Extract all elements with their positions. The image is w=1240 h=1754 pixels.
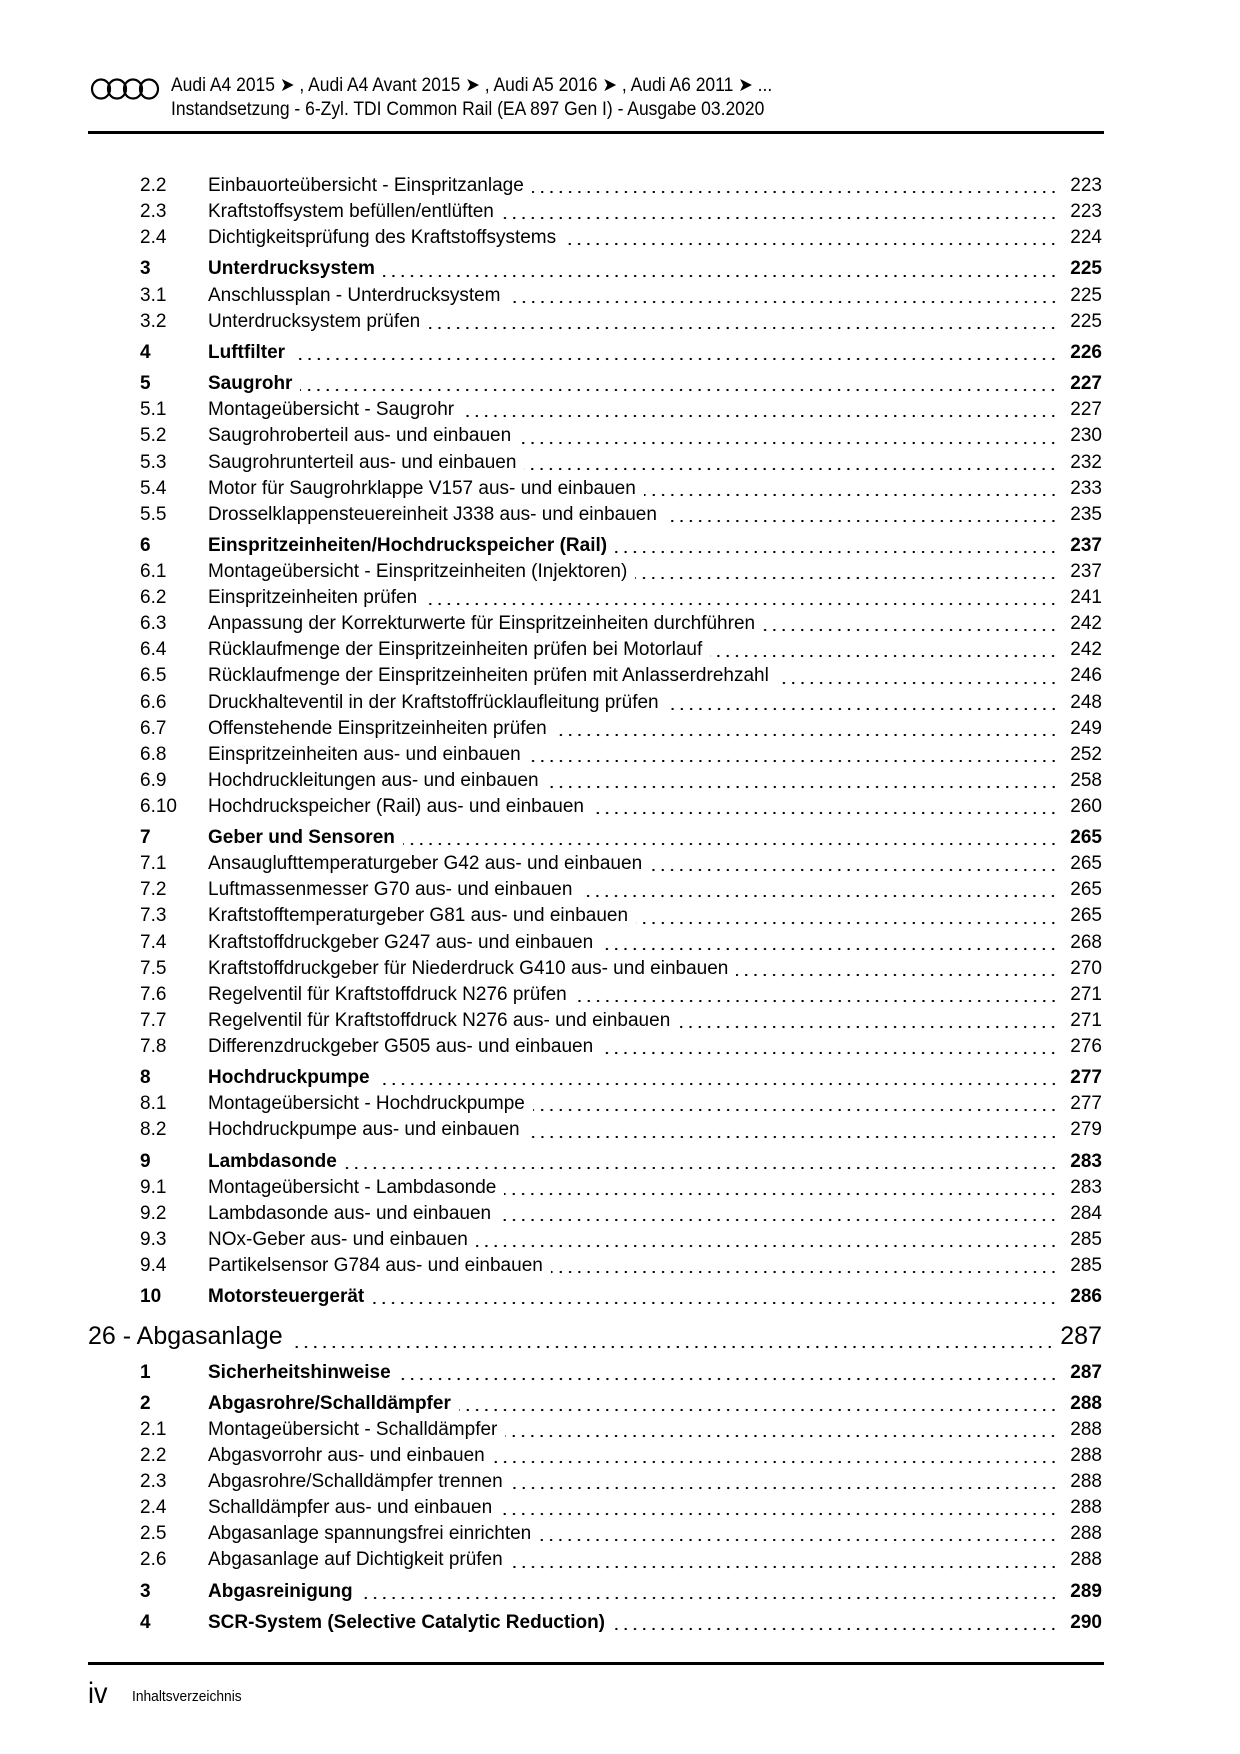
toc-num: 7.2 — [140, 879, 167, 901]
toc-title: Motor für Saugrohrklappe V157 aus- und einbauen — [208, 477, 636, 499]
toc-entry[interactable] — [88, 744, 1102, 770]
toc-entry[interactable] — [88, 1322, 1102, 1356]
toc-entry[interactable] — [88, 452, 1102, 478]
toc-title: Partikelsensor G784 aus- und einbauen — [208, 1255, 543, 1277]
toc-num: 9.4 — [140, 1255, 167, 1277]
toc-title: Rücklaufmenge der Einspritzeinheiten prüfen mit Anlasserdrehzahl — [208, 665, 769, 687]
toc-entry[interactable] — [88, 478, 1102, 504]
toc-page: 286 — [1070, 1286, 1102, 1308]
toc-num: 9 — [140, 1150, 151, 1172]
toc-entry[interactable] — [88, 1255, 1102, 1281]
dot-leader — [551, 1270, 1058, 1274]
toc-title: Schalldämpfer aus- und einbauen — [208, 1497, 493, 1519]
toc-entry[interactable] — [88, 1523, 1102, 1549]
toc-title: Kraftstofftemperaturgeber G81 aus- und einbauen — [208, 905, 629, 927]
toc-entry[interactable] — [88, 175, 1102, 201]
toc-num: 8.2 — [140, 1119, 167, 1141]
dot-leader — [564, 242, 1058, 246]
toc-page: 268 — [1070, 931, 1102, 953]
toc-num: 4 — [140, 341, 151, 363]
toc-page: 289 — [1070, 1580, 1102, 1602]
toc-num: 6.6 — [140, 691, 167, 713]
dot-leader — [403, 842, 1058, 846]
toc-num: 6.4 — [140, 639, 167, 661]
toc-num: 3 — [140, 1580, 151, 1602]
toc-num: 2.2 — [140, 175, 167, 196]
toc-entry[interactable] — [88, 1093, 1102, 1119]
four-rings-logo — [90, 78, 162, 100]
toc-num: 5.2 — [140, 425, 167, 447]
dot-leader — [511, 1565, 1058, 1569]
toc-title: Abgasanlage auf Dichtigkeit prüfen — [208, 1549, 503, 1571]
toc-num: 6.5 — [140, 665, 167, 687]
toc-page: 249 — [1070, 717, 1102, 739]
toc-title: Luftmassenmesser G70 aus- und einbauen — [208, 879, 573, 901]
toc-entry[interactable] — [88, 796, 1102, 822]
toc-page: 258 — [1070, 769, 1102, 791]
dot-leader — [636, 921, 1058, 925]
toc-title: Dichtigkeitsprüfung des Kraftstoffsystems — [208, 227, 557, 249]
dot-leader — [667, 707, 1058, 711]
toc-page: 277 — [1070, 1093, 1102, 1115]
toc-title: Druckhalteventil in der Kraftstoffrücklaufleitung prüfen — [208, 691, 659, 713]
dot-leader — [580, 894, 1058, 898]
toc-entry[interactable] — [88, 1010, 1102, 1036]
toc-title: Sicherheitshinweise — [208, 1361, 391, 1383]
dot-leader — [601, 947, 1058, 951]
toc-entry[interactable] — [88, 1362, 1102, 1388]
toc-page: 271 — [1070, 1009, 1102, 1031]
toc-entry[interactable] — [88, 1393, 1102, 1419]
toc-entry[interactable] — [88, 718, 1102, 744]
toc-title: Hochdruckleitungen aus- und einbauen — [208, 769, 539, 791]
toc-num: 2.6 — [140, 1549, 167, 1571]
toc-num: 1 — [140, 1361, 151, 1383]
toc-num: 2.2 — [140, 1445, 167, 1467]
toc-entry[interactable] — [88, 1203, 1102, 1229]
toc-title: Einspritzeinheiten aus- und einbauen — [208, 743, 521, 765]
toc-page: 223 — [1070, 175, 1102, 196]
dot-leader — [524, 467, 1058, 471]
dot-leader — [678, 1025, 1058, 1029]
toc-title: Kraftstoffdruckgeber G247 aus- und einbauen — [208, 931, 594, 953]
toc-num: 5.4 — [140, 477, 167, 499]
toc-num: 6.9 — [140, 769, 167, 791]
toc-page: 287 — [1070, 1361, 1102, 1383]
toc-page: 225 — [1070, 310, 1102, 332]
toc-title: Motorsteuergerät — [208, 1286, 365, 1308]
toc-entry[interactable] — [88, 535, 1102, 561]
footer-rule — [88, 1662, 1104, 1665]
toc-num: 6.8 — [140, 743, 167, 765]
toc-page: 288 — [1070, 1445, 1102, 1467]
toc-entry[interactable] — [88, 561, 1102, 587]
toc-page: 230 — [1070, 425, 1102, 447]
toc-title: Rücklaufmenge der Einspritzeinheiten prüfen bei Motorlauf — [208, 639, 703, 661]
toc-num: 5.1 — [140, 399, 167, 421]
toc-entry[interactable] — [88, 399, 1102, 425]
dot-leader — [547, 785, 1058, 789]
dot-leader — [504, 1192, 1058, 1196]
toc-page: 260 — [1070, 795, 1102, 817]
toc-title: Einspritzeinheiten/Hochdruckspeicher (Rail) — [208, 534, 608, 556]
toc-num: 7.3 — [140, 905, 167, 927]
toc-title: Abgasvorrohr aus- und einbauen — [208, 1445, 485, 1467]
toc-title: Kraftstoffsystem befüllen/entlüften — [208, 201, 494, 223]
dot-leader — [383, 274, 1058, 278]
dot-leader — [519, 441, 1058, 445]
toc-title: Ansauglufttemperaturgeber G42 aus- und einbauen — [208, 853, 643, 875]
toc-entry[interactable] — [88, 958, 1102, 984]
toc-page: 288 — [1070, 1497, 1102, 1519]
toc-entry[interactable] — [88, 770, 1102, 796]
toc-entry[interactable] — [88, 827, 1102, 853]
toc-page: 283 — [1070, 1176, 1102, 1198]
toc-num: 7.5 — [140, 957, 167, 979]
dot-leader — [592, 811, 1058, 815]
toc-num: 6 — [140, 534, 151, 556]
toc-page: 288 — [1070, 1419, 1102, 1440]
dot-leader — [511, 1486, 1058, 1490]
toc-page: 288 — [1070, 1549, 1102, 1571]
toc-page: 225 — [1070, 258, 1102, 280]
dot-leader — [502, 216, 1058, 220]
toc-num: 5 — [140, 373, 151, 395]
toc-entry[interactable] — [88, 984, 1102, 1010]
toc-title: SCR-System (Selective Catalytic Reduction) — [208, 1612, 606, 1634]
toc-entry[interactable] — [88, 905, 1102, 931]
toc-title: Anschlussplan - Unterdrucksystem — [208, 284, 501, 306]
toc-page: 242 — [1070, 639, 1102, 661]
toc-title: Hochdruckpumpe — [208, 1067, 370, 1089]
toc-title: Hochdruckspeicher (Rail) aus- und einbauen — [208, 795, 584, 817]
page-number: iv — [88, 1677, 108, 1710]
toc-num: 6.1 — [140, 561, 167, 583]
header-models: Audi A4 2015 ➤ , Audi A4 Avant 2015 ➤ , Audi A5 2016 ➤ , Audi A6 2011 ➤ ... — [171, 75, 773, 96]
dot-leader — [650, 868, 1058, 872]
dot-leader — [462, 414, 1058, 418]
toc-num: 8.1 — [140, 1093, 167, 1115]
toc-num: 7.7 — [140, 1009, 167, 1031]
dot-leader — [539, 1538, 1058, 1542]
toc-title: Einbauorteübersicht - Einspritzanlage — [208, 175, 524, 196]
toc-num: 2.4 — [140, 1497, 167, 1519]
toc-title: Saugrohr — [208, 373, 293, 395]
toc-entry[interactable] — [88, 1549, 1102, 1575]
toc-entry[interactable] — [88, 1067, 1102, 1093]
toc-page: 279 — [1070, 1119, 1102, 1141]
toc-page: 227 — [1070, 373, 1102, 395]
toc-page: 276 — [1070, 1035, 1102, 1057]
dot-leader — [736, 973, 1058, 977]
toc-page: 223 — [1070, 201, 1102, 223]
toc-title: Montageübersicht - Einspritzeinheiten (Injektoren) — [208, 561, 628, 583]
toc-num: 9.3 — [140, 1228, 167, 1250]
toc-title: Anpassung der Korrekturwerte für Einspritzeinheiten durchführen — [208, 613, 756, 635]
toc-page: 232 — [1070, 451, 1102, 473]
dot-leader — [710, 654, 1058, 658]
toc-title: Montageübersicht - Saugrohr — [208, 399, 455, 421]
toc-page: 227 — [1070, 399, 1102, 421]
toc-title: Abgasrohre/Schalldämpfer — [208, 1392, 451, 1414]
dot-leader — [575, 999, 1058, 1003]
toc-num: 7.6 — [140, 983, 167, 1005]
toc-num: 8 — [140, 1067, 151, 1089]
toc-title: Luftfilter — [208, 341, 286, 363]
toc-num: 7 — [140, 827, 151, 849]
toc-entry[interactable] — [88, 1119, 1102, 1145]
toc-page: 233 — [1070, 477, 1102, 499]
toc-entry[interactable] — [88, 1612, 1102, 1638]
dot-leader — [601, 1051, 1058, 1055]
dot-leader — [476, 1244, 1058, 1248]
toc-page: 246 — [1070, 665, 1102, 687]
toc-num: 7.1 — [140, 853, 167, 875]
dot-leader — [372, 1301, 1058, 1305]
toc-page: 284 — [1070, 1202, 1102, 1224]
dot-leader — [505, 1434, 1058, 1438]
toc-entry[interactable] — [88, 1445, 1102, 1471]
dot-leader — [345, 1166, 1058, 1170]
toc-title: Offenstehende Einspritzeinheiten prüfen — [208, 717, 547, 739]
toc-page: 287 — [1060, 1322, 1102, 1351]
toc-page: 271 — [1070, 983, 1102, 1005]
toc-entry[interactable] — [88, 665, 1102, 691]
dot-leader — [529, 759, 1058, 763]
toc-entry[interactable] — [88, 504, 1102, 530]
dot-leader — [635, 576, 1058, 580]
toc-page: 265 — [1070, 879, 1102, 901]
toc-title: Montageübersicht - Hochdruckpumpe — [208, 1093, 525, 1115]
toc-title: Montageübersicht - Schalldämpfer — [208, 1419, 498, 1440]
toc-title: Abgasrohre/Schalldämpfer trennen — [208, 1471, 503, 1493]
toc-title: Lambdasonde — [208, 1150, 337, 1172]
toc-title: Unterdrucksystem — [208, 258, 375, 280]
toc-title: Differenzdruckgeber G505 aus- und einbauen — [208, 1035, 594, 1057]
toc-page: 290 — [1070, 1612, 1102, 1634]
toc-page: 265 — [1070, 853, 1102, 875]
toc-entry[interactable] — [88, 201, 1102, 227]
toc-page: 285 — [1070, 1255, 1102, 1277]
toc-title: Regelventil für Kraftstoffdruck N276 aus- und einbauen — [208, 1009, 671, 1031]
toc-entry[interactable] — [88, 1286, 1102, 1312]
toc-page: 252 — [1070, 743, 1102, 765]
dot-leader — [493, 1460, 1058, 1464]
toc-entry[interactable] — [88, 1177, 1102, 1203]
dot-leader — [665, 519, 1058, 523]
toc-title: Abgasreinigung — [208, 1580, 353, 1602]
toc-entry[interactable] — [88, 1471, 1102, 1497]
toc-title: NOx-Geber aus- und einbauen — [208, 1228, 468, 1250]
toc-num: 2.5 — [140, 1523, 167, 1545]
toc-page: 285 — [1070, 1228, 1102, 1250]
toc-entry[interactable] — [88, 1036, 1102, 1062]
toc-num: 2.4 — [140, 227, 167, 249]
toc-num: 3 — [140, 258, 151, 280]
toc-entry[interactable] — [88, 587, 1102, 613]
dot-leader — [459, 1408, 1058, 1412]
toc-title: Regelventil für Kraftstoffdruck N276 prüfen — [208, 983, 567, 1005]
toc-num: 2 — [140, 1392, 151, 1414]
dot-leader — [613, 1627, 1058, 1631]
toc-entry[interactable] — [88, 613, 1102, 639]
dot-leader — [361, 1596, 1058, 1600]
toc-page: 225 — [1070, 284, 1102, 306]
toc-entry[interactable] — [88, 639, 1102, 665]
toc-title: Geber und Sensoren — [208, 827, 395, 849]
toc-num: 4 — [140, 1612, 151, 1634]
toc-num: 5.3 — [140, 451, 167, 473]
toc-entry[interactable] — [88, 932, 1102, 958]
header-subtitle: Instandsetzung - 6-Zyl. TDI Common Rail (EA 897 Gen I) - Ausgabe 03.2020 — [171, 99, 765, 120]
toc-title: 26 - Abgasanlage — [88, 1322, 283, 1351]
dot-leader — [500, 1512, 1058, 1516]
dot-leader — [777, 681, 1058, 685]
toc-page: 270 — [1070, 957, 1102, 979]
toc-entry[interactable] — [88, 285, 1102, 311]
toc-num: 6.7 — [140, 717, 167, 739]
toc-entry[interactable] — [88, 373, 1102, 399]
table-of-contents — [88, 175, 1102, 1638]
toc-title: Abgasanlage spannungsfrei einrichten — [208, 1523, 532, 1545]
dot-leader — [378, 1082, 1058, 1086]
dot-leader — [615, 550, 1058, 554]
toc-page: 265 — [1070, 905, 1102, 927]
toc-entry[interactable] — [88, 425, 1102, 451]
toc-num: 7.4 — [140, 931, 167, 953]
dot-leader — [300, 388, 1058, 392]
toc-num: 2.3 — [140, 201, 167, 223]
header-rule — [88, 131, 1104, 134]
dot-leader — [428, 326, 1058, 330]
toc-num: 7.8 — [140, 1035, 167, 1057]
dot-leader — [399, 1377, 1058, 1381]
toc-entry[interactable] — [88, 853, 1102, 879]
dot-leader — [644, 493, 1058, 497]
dot-leader — [555, 733, 1058, 737]
toc-entry[interactable] — [88, 692, 1102, 718]
toc-title: Lambdasonde aus- und einbauen — [208, 1202, 492, 1224]
toc-entry[interactable] — [88, 1497, 1102, 1523]
toc-page: 288 — [1070, 1471, 1102, 1493]
toc-entry[interactable] — [88, 227, 1102, 253]
toc-num: 6.2 — [140, 587, 167, 609]
dot-leader — [532, 190, 1058, 194]
toc-page: 226 — [1070, 341, 1102, 363]
toc-entry[interactable] — [88, 258, 1102, 284]
dot-leader — [425, 602, 1058, 606]
toc-page: 265 — [1070, 827, 1102, 849]
toc-title: Drosselklappensteuereinheit J338 aus- und einbauen — [208, 503, 657, 525]
toc-num: 5.5 — [140, 503, 167, 525]
toc-num: 9.2 — [140, 1202, 167, 1224]
toc-num: 3.1 — [140, 284, 167, 306]
toc-entry[interactable] — [88, 311, 1102, 337]
dot-leader — [763, 628, 1058, 632]
toc-title: Einspritzeinheiten prüfen — [208, 587, 418, 609]
footer-section: Inhaltsverzeichnis — [132, 1688, 242, 1705]
toc-num: 10 — [140, 1286, 162, 1308]
toc-entry[interactable] — [88, 1419, 1102, 1445]
dot-leader — [528, 1135, 1058, 1139]
toc-entry[interactable] — [88, 342, 1102, 368]
toc-page: 224 — [1070, 227, 1102, 249]
dot-leader — [533, 1108, 1058, 1112]
toc-title: Saugrohroberteil aus- und einbauen — [208, 425, 512, 447]
toc-page: 235 — [1070, 503, 1102, 525]
toc-entry[interactable] — [88, 1151, 1102, 1177]
dot-leader — [293, 357, 1058, 361]
toc-title: Hochdruckpumpe aus- und einbauen — [208, 1119, 520, 1141]
toc-page: 277 — [1070, 1067, 1102, 1089]
dot-leader — [291, 1345, 1054, 1349]
toc-title: Kraftstoffdruckgeber für Niederdruck G410 aus- und einbauen — [208, 957, 729, 979]
toc-page: 283 — [1070, 1150, 1102, 1172]
toc-entry[interactable] — [88, 1581, 1102, 1607]
toc-page: 248 — [1070, 691, 1102, 713]
toc-title: Montageübersicht - Lambdasonde — [208, 1176, 497, 1198]
toc-num: 9.1 — [140, 1176, 167, 1198]
toc-title: Saugrohrunterteil aus- und einbauen — [208, 451, 517, 473]
dot-leader — [499, 1218, 1058, 1222]
toc-num: 2.1 — [140, 1419, 167, 1440]
toc-page: 241 — [1070, 587, 1102, 609]
dot-leader — [509, 300, 1059, 304]
toc-num: 2.3 — [140, 1471, 167, 1493]
toc-page: 288 — [1070, 1392, 1102, 1414]
toc-entry[interactable] — [88, 879, 1102, 905]
toc-num: 3.2 — [140, 310, 167, 332]
toc-page: 288 — [1070, 1523, 1102, 1545]
toc-entry[interactable] — [88, 1229, 1102, 1255]
toc-num: 6.10 — [140, 795, 177, 817]
toc-page: 237 — [1070, 534, 1102, 556]
toc-page: 242 — [1070, 613, 1102, 635]
toc-page: 237 — [1070, 561, 1102, 583]
toc-num: 6.3 — [140, 613, 167, 635]
toc-title: Unterdrucksystem prüfen — [208, 310, 421, 332]
